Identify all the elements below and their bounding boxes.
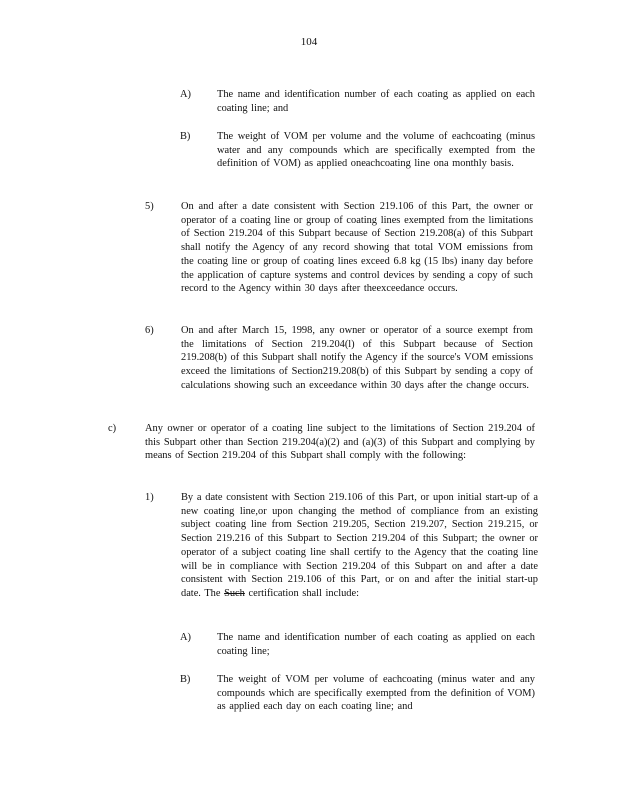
item-text: The name and identification number of each coating as applied on each coating line; and — [217, 89, 535, 114]
item-text: On and after a date consistent with Section 219.106 of this Part, the owner or operator of a coating line or group of coating lines exempted from the limitations of Section 219.204 of this Subpart because of Section 219.208(a) of this Subpart shall notify the Agency of any record showing that total VOM emissions from the coating line or group of coating lines exceed 6.8 kg (15 lbs) inany day before the application of capture systems and control devices by sending a copy of such record to the Agency within 30 days after theexceedance occurs. — [181, 201, 533, 295]
item-label: A) — [180, 89, 191, 100]
item-text: The weight of VOM per volume of eachcoating (minus water and any compounds which are specifically exempted from the definition of VOM) as applied each day on each coating line; and — [217, 674, 535, 713]
item-text: The weight of VOM per volume and the volume of eachcoating (minus water and any compounds which are specifically exempted from the definition of VOM) as applied oneachcoating line ona monthly basis. — [217, 131, 535, 170]
struck-text: Such — [224, 587, 245, 599]
item-label: A) — [180, 632, 191, 643]
item-text — [181, 491, 538, 601]
item-label: B) — [180, 131, 191, 142]
item-text: The name and identification number of each coating as applied on each coating line; — [217, 632, 535, 657]
item-text: On and after March 15, 1998, any owner or operator of a source exempt from the limitations of Section 219.204(l) of this Subpart because of Section 219.208(b) of this Subpart shall notify the Agency if the source's VOM emissions exceed the limitations of Section219.208(b) of this Subpart by sending a copy of calculations showing such an exceedance within 30 days after the change occurs. — [181, 325, 533, 391]
page-number: 104 — [300, 36, 318, 48]
item-label: 5) — [145, 201, 154, 212]
item-label: B) — [180, 674, 191, 685]
item-label: 1) — [145, 492, 154, 503]
item-text-end: certification shall include: — [248, 587, 359, 599]
item-label: c) — [108, 423, 117, 434]
item-text-main: By a date consistent with Section 219.106 of this Part, or upon initial start-up of a new coating line,or upon changing the method of compliance from an existing subject coating line from Section 219.205, Section 219.207, Section 219.215, or Section 219.216 of this Subpart to Section 219.204 of this Subpart; the owner or operator of a subject coating line shall certify to the Agency that the coating line will be in compliance with Section 219.204 of this Subpart on and after a date consistent with Section 219.106 of this Part, or on and after the initial start-up date. The — [181, 492, 538, 599]
item-text: Any owner or operator of a coating line subject to the limitations of Section 219.204 of this Subpart other than Section 219.204(a)(2) and (a)(3) of this Subpart and complying by means of Section 219.204 of this Subpart shall comply with the following: — [145, 423, 535, 462]
item-label: 6) — [145, 325, 154, 336]
